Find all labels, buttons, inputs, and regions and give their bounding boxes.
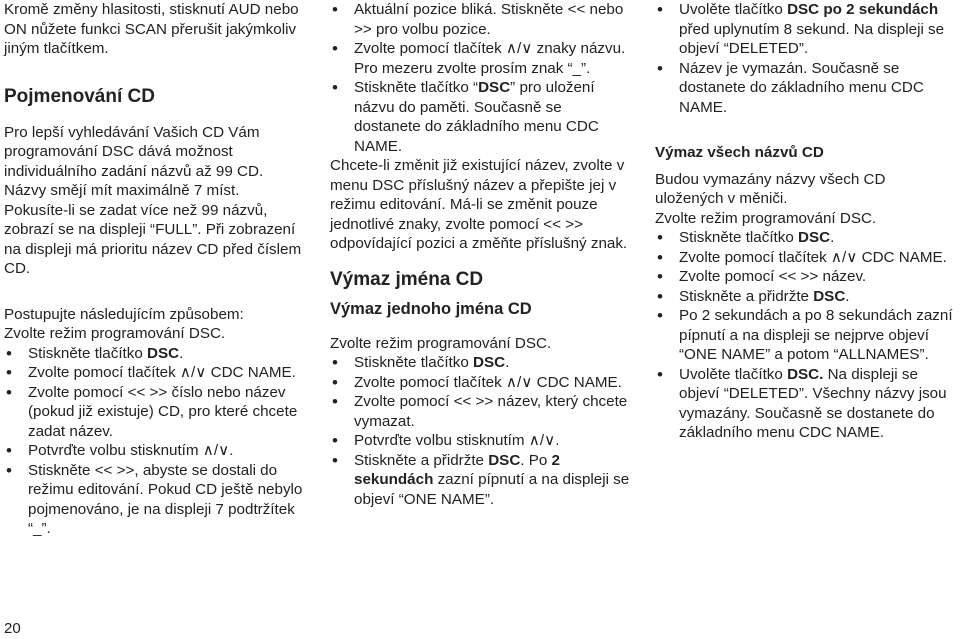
list-item: • Potvrďte volbu stisknutím ∧/∨. xyxy=(330,431,632,451)
list-item: • Uvolěte tlačítko DSC po 2 sekundách před uplynutím 8 sekund. Na displeji se objeví “DELETED”. xyxy=(655,0,957,59)
list-item: • Stiskněte tlačítko DSC. xyxy=(4,344,304,364)
list-item: • Uvolěte tlačítko DSC. Na displeji se objeví “DELETED”. Všechny názvy jsou vymazány. Současně se dostanete do základního menu CDC NAME. xyxy=(655,365,957,443)
heading-cd-naming: Pojmenování CD xyxy=(4,85,155,107)
list-item: • Aktuální pozice bliká. Stiskněte << nebo >> pro volbu pozice. xyxy=(330,0,632,39)
paragraph-select-mode: Zvolte režim programování DSC. xyxy=(4,325,226,342)
steps-list-editing xyxy=(330,0,632,156)
heading-delete-cd-name: Výmaz jména CD xyxy=(330,268,484,290)
paragraph-change-name: Chcete-li změnit již existující název, zvolte v menu DSC příslušný název a přepište jej v režimu editování. Má-li se změnit pouze jednotlivé znaky, zvolte pomocí << >> odpovídající pozici a změňte příslušný znak. xyxy=(330,157,628,252)
list-item: • Zvolte pomocí tlačítek ∧/∨ CDC NAME. xyxy=(4,363,304,383)
list-item: • Stiskněte a přidržte DSC. Po 2 sekundách zazní pípnutí a na displeji se objeví “ONE NAME”. xyxy=(330,451,632,510)
paragraph-select-mode: Zvolte režim programování DSC. xyxy=(655,209,877,227)
list-item: • Po 2 sekundách a po 8 sekundách zazní pípnutí a na displeji se nejprve objeví “ONE NAME” a potom “ALLNAMES”. xyxy=(655,306,957,365)
list-item: • Zvolte pomocí tlačítek ∧/∨ CDC NAME. xyxy=(655,248,957,268)
list-item: • Zvolte pomocí << >> název. xyxy=(655,267,957,287)
paragraph-select-mode: Zvolte režim programování DSC. xyxy=(330,334,552,352)
list-item: • Zvolte pomocí tlačítek ∧/∨ znaky názvu. Pro mezeru zvolte prosím znak “_”. xyxy=(330,39,632,78)
paragraph-full-warning: Pokusíte-li se zadat více než 99 názvů, zobrazí se na displeji “FULL”. Při zobrazení na displeji má prioritu název CD před číslem CD. xyxy=(4,201,302,277)
steps-list-delete-all xyxy=(655,228,957,443)
steps-list-naming xyxy=(4,344,304,539)
list-item: • Zvolte pomocí << >> číslo nebo název (pokud již existuje) CD, pro které chcete zadat název. xyxy=(4,383,304,442)
subheading-delete-one-name: Výmaz jednoho jména CD xyxy=(330,299,532,318)
page-number: 20 xyxy=(4,620,21,637)
list-item: • Stiskněte tlačítko DSC. xyxy=(330,353,632,373)
list-item: • Stiskněte tlačítko DSC. xyxy=(655,228,957,248)
column-2 xyxy=(330,0,632,509)
steps-list-delete-one-cont xyxy=(655,0,957,117)
heading-delete-all-names: Výmaz všech názvů CD xyxy=(655,144,824,161)
column-1 xyxy=(4,0,304,539)
list-item: • Název je vymazán. Současně se dostanete do základního menu CDC NAME. xyxy=(655,59,957,118)
list-item: • Stiskněte tlačítko “DSC” pro uložení názvu do paměti. Současně se dostanete do základního menu CDC NAME. xyxy=(330,78,632,156)
intro-paragraph: Kromě změny hlasitosti, stisknutí AUD nebo ON nůžete funkci SCAN přerušit jakýmkoliv jiným tlačítkem. xyxy=(4,1,299,57)
list-item: • Potvrďte volbu stisknutím ∧/∨. xyxy=(4,441,304,461)
paragraph-procedure: Postupujte následujícím způsobem: xyxy=(4,305,244,323)
steps-list-delete-one xyxy=(330,353,632,509)
column-3 xyxy=(655,0,957,443)
paragraph-cd-naming-intro: Pro lepší vyhledávání Vašich CD Vám programování DSC dává možnost individuálního zadání názvů až 99 CD. Názvy smějí mít maximálně 7 míst. xyxy=(4,123,264,199)
paragraph-delete-all-intro: Budou vymazány názvy všech CD uložených v měniči. xyxy=(655,170,886,207)
list-item: • Zvolte pomocí tlačítek ∧/∨ CDC NAME. xyxy=(330,373,632,393)
list-item: • Stiskněte << >>, abyste se dostali do režimu editování. Pokud CD ještě nebylo pojmenováno, je na displeji 7 podtržítek “_”. xyxy=(4,461,304,539)
list-item: • Stiskněte a přidržte DSC. xyxy=(655,287,957,307)
list-item: • Zvolte pomocí << >> název, který chcete vymazat. xyxy=(330,392,632,431)
